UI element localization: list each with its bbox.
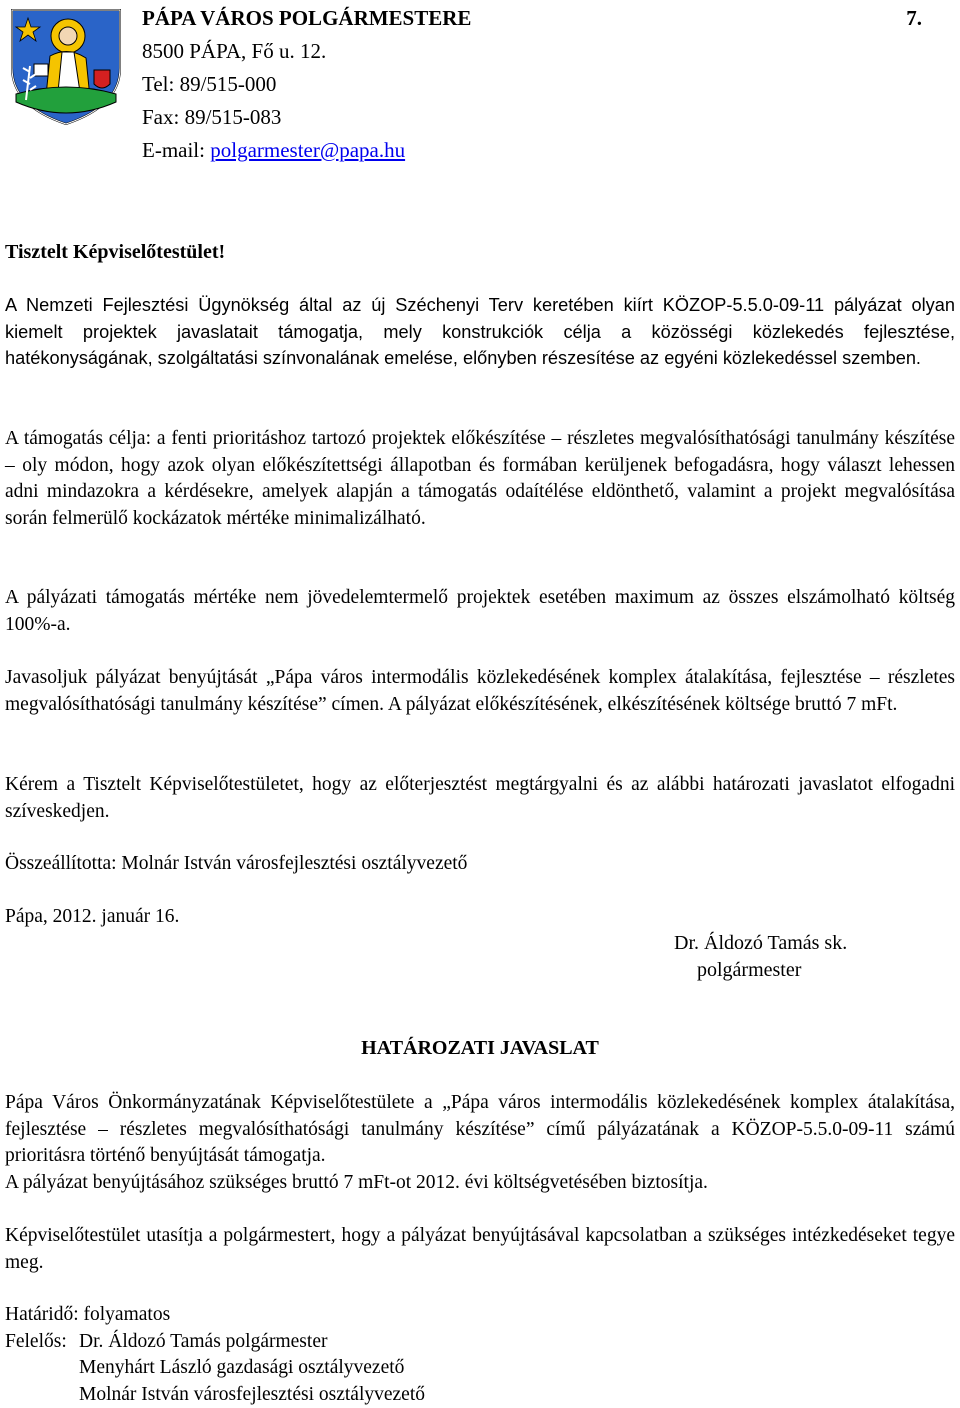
decision-paragraph bbox=[5, 1090, 955, 1196]
letterhead bbox=[142, 2, 922, 167]
responsible-row bbox=[5, 1329, 955, 1356]
email-line bbox=[142, 134, 922, 167]
fax: Fax: 89/515-083 bbox=[142, 105, 282, 129]
email-link[interactable]: polgarmester@papa.hu bbox=[210, 138, 406, 162]
coat-of-arms-icon bbox=[6, 6, 126, 126]
office-title: PÁPA VÁROS POLGÁRMESTERE bbox=[142, 6, 472, 30]
telephone: Tel: 89/515-000 bbox=[142, 72, 277, 96]
email-label: E-mail: bbox=[142, 138, 211, 162]
decision-budget-text: A pályázat benyújtásához szükséges bruttó 7 mFt-ot 2012. évi költségvetésében biztosítja. bbox=[5, 1171, 708, 1193]
responsibility-block bbox=[5, 1302, 955, 1408]
deadline: Határidő: folyamatos bbox=[5, 1304, 171, 1325]
paragraph-support-rate: A pályázati támogatás mértéke nem jövedelemtermelő projektek esetében maximum az összes elszámolható költség 100%-a. bbox=[5, 587, 955, 635]
paragraph-request: Kérem a Tisztelt Képviselőtestületet, hogy az előterjesztést megtárgyalni és az alábbi határozati javaslatot elfogadni szíveskedjen. bbox=[5, 774, 955, 822]
responsible-person-3: Molnár István városfejlesztési osztályvezető bbox=[79, 1383, 426, 1405]
responsible-label: Felelős: bbox=[5, 1330, 67, 1352]
signatory-role: polgármester bbox=[697, 959, 802, 981]
greeting: Tisztelt Képviselőtestület! bbox=[5, 241, 226, 263]
document-date: Pápa, 2012. január 16. bbox=[5, 906, 180, 927]
address: 8500 PÁPA, Fő u. 12. bbox=[142, 39, 327, 63]
paragraph-support-goal: A támogatás célja: a fenti prioritáshoz tartozó projektek előkészítése ‒ részletes megvalósíthatósági tanulmány készítése ‒ oly módon, hogy azok olyan előkészítettségi állapotban és formában kerüljenek befogadásra, hogy választ lehessen adni mindazokra a kérdésekre, amelyek alapján a támogatás odaítélése eldönthető, valamint a projekt megvalósítása során felmerülő kockázatok mértéke minimalizálható. bbox=[5, 428, 955, 529]
compiled-by: Összeállította: Molnár István városfejlesztési osztályvezető bbox=[5, 853, 468, 874]
signatory-name: Dr. Áldozó Tamás sk. bbox=[674, 932, 848, 954]
decision-support-text: Pápa Város Önkormányzatának Képviselőtestülete a „Pápa város intermodális közlekedésének komplex átalakítása, fejlesztése ‒ részletes megvalósíthatósági tanulmány készítése” című pályázatának a KÖZOP-5.5.0-09-11 számú prioritásra történő benyújtását támogatja. bbox=[5, 1092, 955, 1167]
letterhead-title-row bbox=[142, 2, 922, 35]
paragraph-tender-intro: A Nemzeti Fejlesztési Ügynökség által az új Széchenyi Terv keretében kiírt KÖZOP-5.5.0-09-11 pályázat olyan kiemelt projektek javaslatait támogatja, mely konstrukciók célja a közösségi közlekedés fejlesztése, hatékonyságának, szolgáltatási színvonalának emelése, előnyben részesítése az egyéni közlekedéssel szemben. bbox=[5, 295, 955, 369]
signature-block bbox=[674, 930, 847, 984]
responsible-person-1: Dr. Áldozó Tamás polgármester bbox=[79, 1330, 328, 1352]
page-number: 7. bbox=[906, 6, 922, 30]
decision-instruction: Képviselőtestület utasítja a polgármestert, hogy a pályázat benyújtásával kapcsolatban a szükséges intézkedéseket tegye meg. bbox=[5, 1225, 955, 1273]
responsible-person-2: Menyhárt László gazdasági osztályvezető bbox=[79, 1357, 405, 1379]
paragraph-proposal: Javasoljuk pályázat benyújtását „Pápa város intermodális közlekedésének komplex átalakítása, fejlesztése ‒ részletes megvalósíthatósági tanulmány készítése” címen. A pályázat előkészítésének, elkészítésének költsége bruttó 7 mFt. bbox=[5, 667, 955, 715]
decision-title: HATÁROZATI JAVASLAT bbox=[361, 1037, 599, 1059]
